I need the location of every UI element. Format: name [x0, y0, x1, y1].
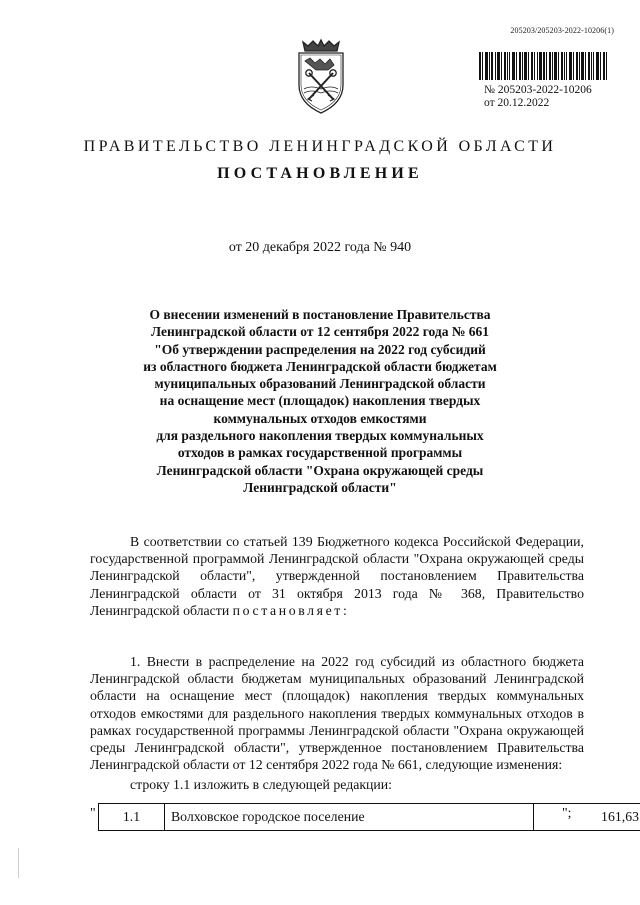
preamble-paragraph — [90, 533, 584, 619]
subsidy-amount-cell: 161,63 — [534, 804, 640, 831]
amendment-table — [98, 803, 640, 831]
heading-line: О внесении изменений в постановление Правительства — [149, 307, 491, 322]
opening-quote: " — [90, 805, 96, 820]
table-row — [99, 804, 640, 831]
registration-date: от 20.12.2022 — [484, 97, 550, 109]
heading-line: Ленинградской области" — [243, 479, 397, 495]
clause-1-paragraph: 1. Внести в распределение на 2022 год субсидий из областного бюджета Ленинградской области бюджетам муниципальных образований Ленинградской области на оснащение мест (площадок) накопления твердых коммунальных отходов емкостями для раздельного накопления твердых коммунальных отходов в рамках государственной программы Ленинградской области "Охрана окружающей среды Ленинградской области", утвержденное постановлением Правительства Ленинградской области от 12 сентября 2022 года № 661, следующие изменения: — [90, 654, 584, 773]
document-type-title: ПОСТАНОВЛЕНИЕ — [217, 165, 423, 182]
preamble-text: В соответствии со статьей 139 Бюджетного кодекса Российской Федерации, государственной программой Ленинградской области "Охрана окружающей среды Ленинградской области", утвержденной постановлением Правительства Ленинградской области от 31 октября 2013 года № 368, Правительство Ленинградской области — [90, 534, 584, 618]
government-title: ПРАВИТЕЛЬСТВО ЛЕНИНГРАДСКОЙ ОБЛАСТИ — [83, 138, 557, 155]
decree-heading — [110, 306, 530, 496]
closing-quote: "; — [562, 805, 572, 820]
heading-line: Ленинградской области от 12 сентября 2022 года № 661 — [150, 324, 490, 340]
scan-edge-mark — [18, 848, 19, 878]
municipality-name-cell: Волховское городское поселение — [164, 804, 533, 831]
heading-line: "Об утверждении распределения на 2022 год субсидий — [154, 341, 486, 357]
heading-line: отходов в рамках государственной программы — [177, 445, 463, 461]
barcode-icon — [479, 52, 607, 80]
heading-line: Ленинградской области "Охрана окружающей среды — [156, 462, 484, 478]
amended-table-row — [90, 803, 639, 833]
decree-word: постановляет: — [232, 602, 350, 618]
registration-number: № 205203-2022-10206 — [484, 84, 592, 96]
heading-line: на оснащение мест (площадок) накопления твердых — [159, 393, 481, 409]
heading-line: для раздельного накопления твердых коммунальных — [156, 428, 484, 444]
registration-block — [484, 84, 592, 110]
decree-date-line: от 20 декабря 2022 года № 940 — [228, 240, 412, 255]
heading-line: из областного бюджета Ленинградской области бюджетам — [143, 358, 497, 374]
heading-line: муниципальных образований Ленинградской области — [154, 376, 486, 392]
heading-line: коммунальных отходов емкостями — [213, 410, 427, 426]
document-corner-code: 205203/205203-2022-10206(1) — [510, 26, 614, 35]
instruction-line: строку 1.1 изложить в следующей редакции: — [130, 777, 393, 792]
leningrad-oblast-coat-of-arms-icon — [294, 37, 348, 117]
row-number-cell: 1.1 — [99, 804, 165, 831]
